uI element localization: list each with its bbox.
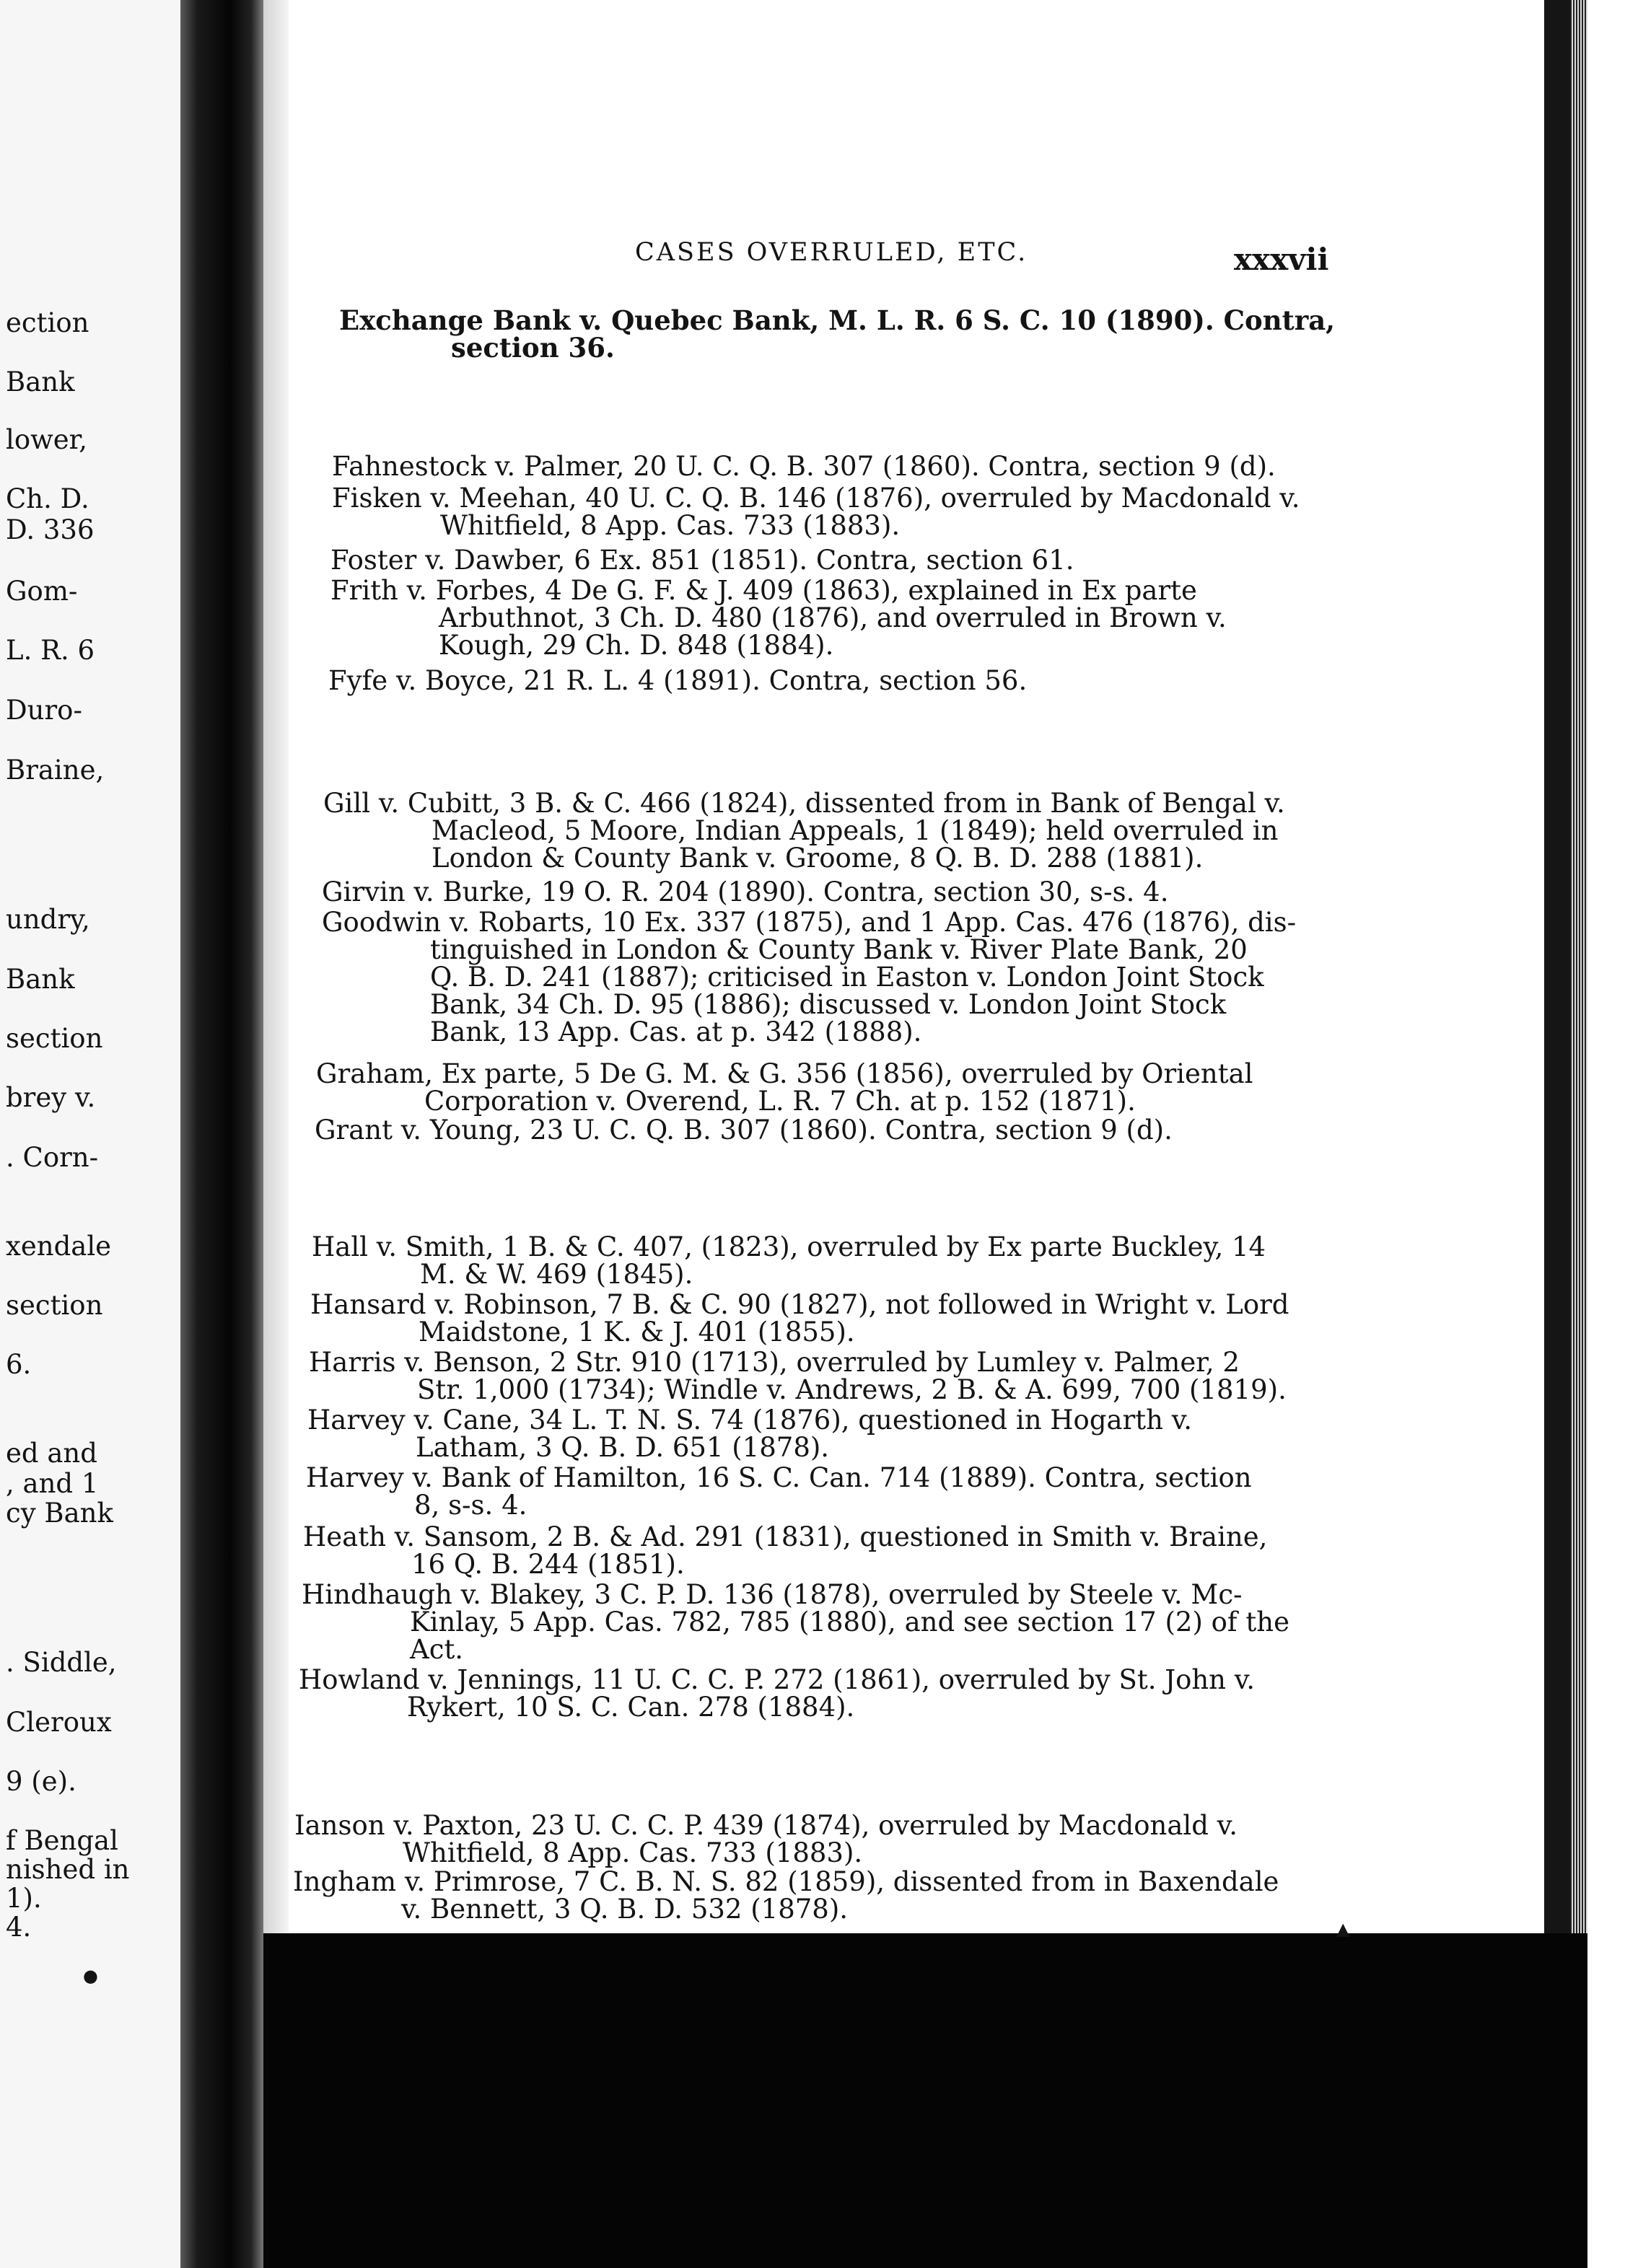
left-fragment: . Siddle, [6, 1647, 117, 1678]
case-entry [309, 1349, 1287, 1404]
entry-line: tinguished in London & County Bank v. River Plate Bank, 20 [430, 934, 1248, 965]
left-fragment: . Corn- [6, 1142, 99, 1173]
case-entry [294, 1812, 1238, 1867]
entry-line: Howland v. Jennings, 11 U. C. C. P. 272 (1861), overruled by St. John v. [299, 1664, 1256, 1695]
entry-line: Whitfield, 8 App. Cas. 733 (1883). [403, 1837, 863, 1868]
entry-line: Act. [410, 1634, 464, 1665]
entry-line: Grant v. Young, 23 U. C. Q. B. 307 (1860). Contra, section 9 (d). [315, 1115, 1173, 1146]
left-fragment: Ch. D. [6, 483, 89, 514]
entry-line: Ianson v. Paxton, 23 U. C. C. P. 439 (1874), overruled by Macdonald v. [294, 1810, 1238, 1841]
entry-line: Fahnestock v. Palmer, 20 U. C. Q. B. 307 (1860). Contra, section 9 (d). [332, 451, 1276, 482]
entry-line: v. Bennett, 3 Q. B. D. 532 (1878). [401, 1894, 849, 1925]
case-entry [322, 909, 1296, 1046]
left-fragment: L. R. 6 [6, 635, 95, 666]
entry-line: Latham, 3 Q. B. D. 651 (1878). [416, 1432, 830, 1463]
left-fragment: Gom- [6, 576, 78, 607]
book-spine-shadow [180, 0, 263, 2268]
case-entry [302, 1581, 1289, 1663]
entry-line: Frith v. Forbes, 4 De G. F. & J. 409 (1863), explained in Ex parte [330, 575, 1197, 606]
left-fragment: ection [6, 307, 89, 338]
left-fragment: ed and [6, 1438, 97, 1469]
left-fragment: f Bengal [6, 1825, 118, 1856]
entry-line: Whitfield, 8 App. Cas. 733 (1883). [440, 510, 901, 541]
entry-line: Graham, Ex parte, 5 De G. M. & G. 356 (1856), overruled by Oriental [316, 1058, 1253, 1089]
case-entry [328, 667, 1027, 695]
entry-line: Fyfe v. Boyce, 21 R. L. 4 (1891). Contra, section 56. [328, 665, 1028, 696]
entry-line: Corporation v. Overend, L. R. 7 Ch. at p. 152 (1871). [424, 1086, 1136, 1117]
entry-line: Kinlay, 5 App. Cas. 782, 785 (1880), and see section 17 (2) of the [410, 1606, 1289, 1638]
left-fragment: Bank [6, 366, 75, 397]
left-fragment: Braine, [6, 755, 105, 786]
entry-line: Maidstone, 1 K. & J. 401 (1855). [419, 1317, 855, 1348]
facing-page-fragment [0, 0, 180, 2268]
left-fragment: xendale [6, 1231, 112, 1262]
entry-line: Harvey v. Cane, 34 L. T. N. S. 74 (1876), questioned in Hogarth v. [307, 1405, 1192, 1436]
case-entry [316, 1060, 1253, 1115]
case-entry [332, 453, 1276, 480]
entry-line: Hall v. Smith, 1 B. & C. 407, (1823), overruled by Ex parte Buckley, 14 [312, 1231, 1266, 1262]
case-entry [323, 790, 1285, 872]
left-fragment: 6. [6, 1349, 32, 1380]
page-bottom-shadow [263, 1933, 1587, 2268]
case-entry [312, 1231, 1266, 1290]
left-fragment: 1). [6, 1883, 42, 1914]
left-fragment: D. 336 [6, 514, 95, 545]
entry-line: Heath v. Sansom, 2 B. & Ad. 291 (1831), questioned in Smith v. Braine, [303, 1521, 1268, 1552]
entry-line: Bank, 13 App. Cas. at p. 342 (1888). [430, 1016, 922, 1047]
case-entry [330, 547, 1074, 574]
entry-line: Hindhaugh v. Blakey, 3 C. P. D. 136 (1878), overruled by Steele v. Mc- [302, 1579, 1243, 1610]
left-fragment: 9 (e). [6, 1766, 76, 1797]
case-entry [315, 1117, 1173, 1144]
left-fragment: brey v. [6, 1082, 96, 1113]
entry-line: Macleod, 5 Moore, Indian Appeals, 1 (1849); held overruled in [432, 815, 1279, 846]
entry-line: M. & W. 469 (1845). [420, 1259, 693, 1290]
left-fragment: 4. [6, 1912, 32, 1943]
entry-line: Arbuthnot, 3 Ch. D. 480 (1876), and overruled in Brown v. [439, 602, 1227, 633]
page-gutter [263, 0, 289, 2268]
entry-line: section 36. [451, 332, 615, 364]
entry-line: Gill v. Cubitt, 3 B. & C. 466 (1824), dissented from in Bank of Bengal v. [323, 788, 1285, 819]
page-edge-leaves [1570, 0, 1587, 1933]
entry-line: Girvin v. Burke, 19 O. R. 204 (1890). Contra, section 30, s-s. 4. [322, 876, 1169, 907]
entry-line: Fisken v. Meehan, 40 U. C. Q. B. 146 (1876), overruled by Macdonald v. [332, 483, 1300, 514]
case-entry [310, 1291, 1289, 1346]
entry-line: 16 Q. B. 244 (1851). [411, 1549, 685, 1580]
left-fragment: cy Bank [6, 1498, 113, 1529]
page-number: xxxvii [1234, 242, 1329, 277]
entry-line: Harris v. Benson, 2 Str. 910 (1713), overruled by Lumley v. Palmer, 2 [309, 1347, 1240, 1378]
case-entry [303, 1521, 1268, 1580]
left-fragment: lower, [6, 424, 88, 455]
entry-line: London & County Bank v. Groome, 8 Q. B. D. 288 (1881). [432, 843, 1204, 874]
left-fragment: Bank [6, 964, 75, 995]
left-fragment: Cleroux [6, 1707, 112, 1738]
entry-line: Kough, 29 Ch. D. 848 (1884). [439, 630, 834, 661]
entry-line: Str. 1,000 (1734); Windle v. Andrews, 2 B. & A. 699, 700 (1819). [417, 1374, 1287, 1405]
left-fragment: undry, [6, 904, 90, 935]
case-entry [322, 876, 1169, 907]
case-entry [339, 304, 1336, 364]
left-fragment: , and 1 [6, 1468, 99, 1499]
entry-line: Ingham v. Primrose, 7 C. B. N. S. 82 (1859), dissented from in Baxendale [293, 1866, 1279, 1897]
case-entry [306, 1464, 1252, 1519]
left-fragment: nished in [6, 1854, 130, 1885]
case-entry [330, 577, 1227, 659]
ink-speck-icon: ● [83, 1966, 98, 1986]
case-entry [307, 1407, 1192, 1462]
page-edge-shadow [1544, 0, 1570, 1933]
entry-line: Harvey v. Bank of Hamilton, 16 S. C. Can. 714 (1889). Contra, section [306, 1462, 1252, 1493]
entry-line: Goodwin v. Robarts, 10 Ex. 337 (1875), and 1 App. Cas. 476 (1876), dis- [322, 907, 1297, 938]
running-head: CASES OVERRULED, ETC. [635, 238, 1028, 267]
entry-line: 8, s-s. 4. [414, 1490, 527, 1521]
entry-line: Q. B. D. 241 (1887); criticised in Easton v. London Joint Stock [430, 962, 1264, 993]
ink-mark-icon: ▲ [1336, 1919, 1350, 1939]
left-fragment: Duro- [6, 695, 82, 726]
case-entry [299, 1666, 1255, 1721]
entry-line: Rykert, 10 S. C. Can. 278 (1884). [407, 1692, 855, 1723]
case-entry [293, 1868, 1279, 1923]
entry-line: Hansard v. Robinson, 7 B. & C. 90 (1827), not followed in Wright v. Lord [310, 1289, 1289, 1320]
entry-line: Bank, 34 Ch. D. 95 (1886); discussed v. London Joint Stock [430, 989, 1227, 1020]
case-entry [332, 485, 1300, 540]
entry-line: Exchange Bank v. Quebec Bank, M. L. R. 6 S. C. 10 (1890). Contra, [339, 304, 1336, 336]
left-fragment: section [6, 1023, 103, 1054]
entry-line: Foster v. Dawber, 6 Ex. 851 (1851). Contra, section 61. [330, 545, 1074, 576]
left-fragment: section [6, 1290, 103, 1321]
